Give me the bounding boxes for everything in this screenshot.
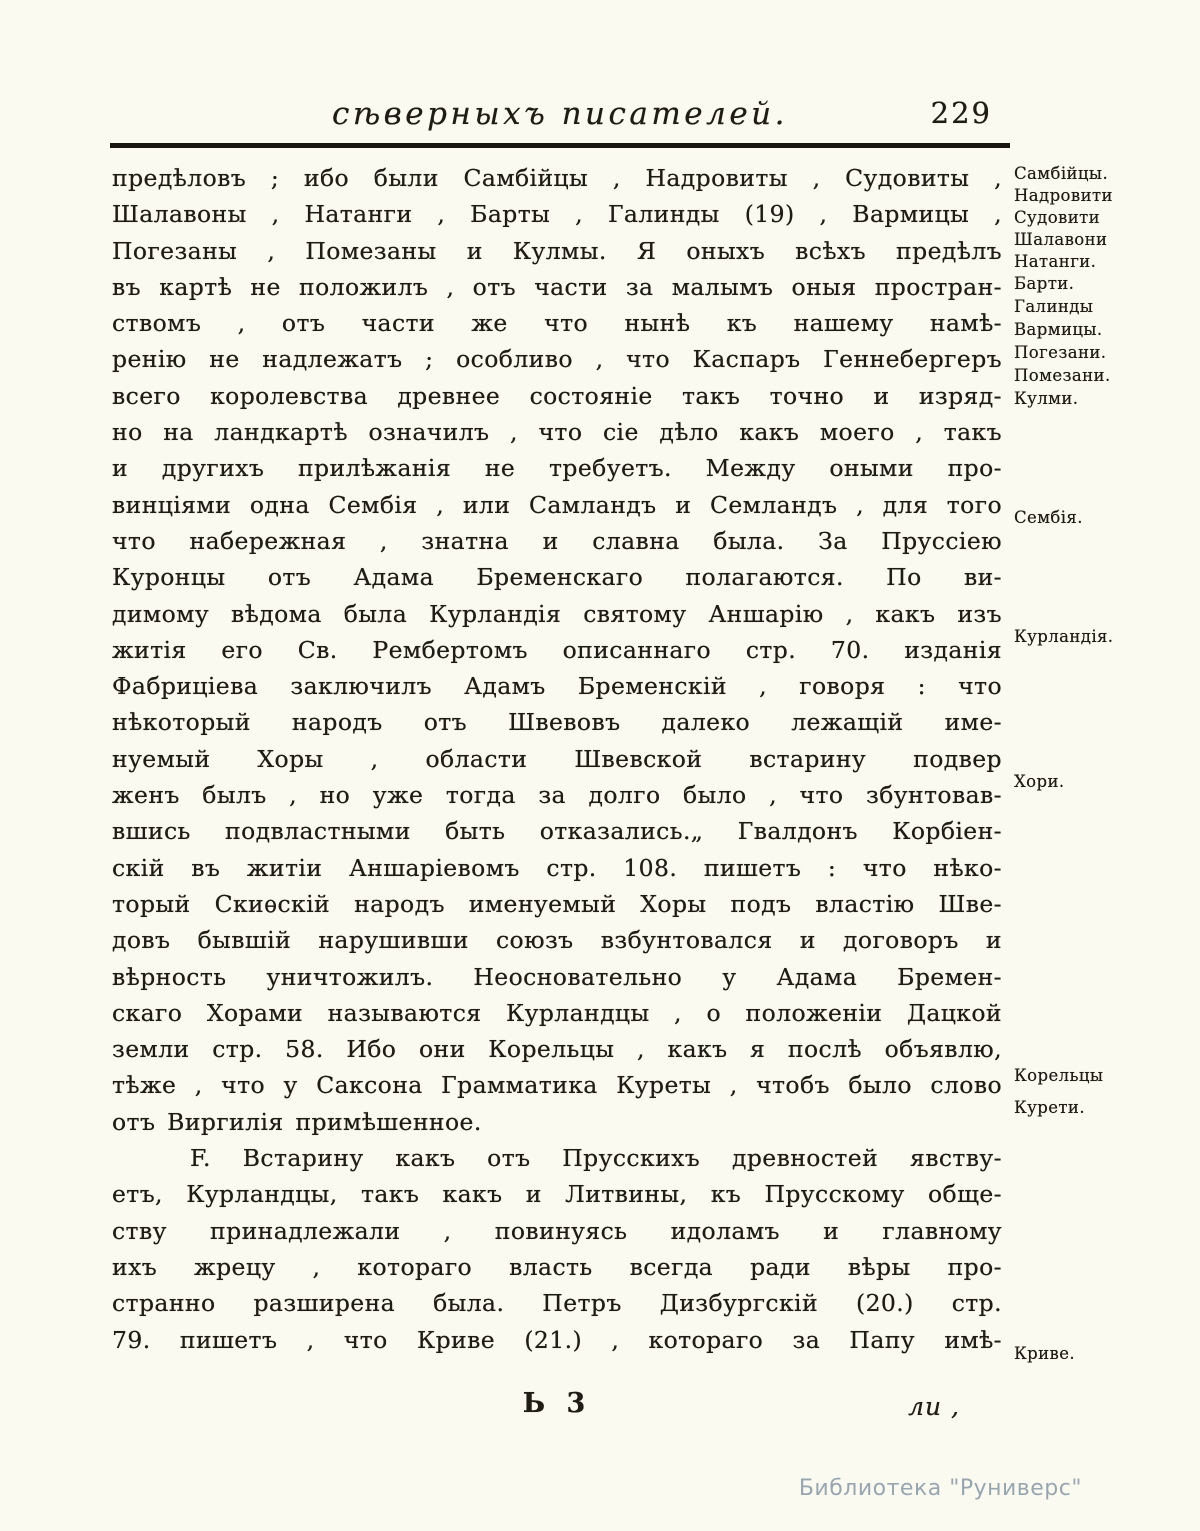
margin-note: Сембія. xyxy=(1014,508,1083,527)
margin-note: Надровити xyxy=(1014,186,1113,205)
text-line: тѣже , что у Саксона Грамматика Куреты , чтобъ было слово xyxy=(112,1071,1002,1100)
text-line: винціями одна Сембія , или Самландъ и Семландъ , для того xyxy=(112,490,1002,519)
text-line: вѣрность уничтожилъ. Неосновательно у Адама Бремен- xyxy=(112,962,1002,991)
margin-note: Кулми. xyxy=(1014,389,1079,408)
text-line: димому вѣдома была Курландія святому Аншарію , какъ изъ xyxy=(112,599,1002,628)
text-line: что набережная , знатна и славна была. За Пруссіею xyxy=(112,526,1002,555)
margin-note: Вармицы. xyxy=(1014,320,1103,339)
text-line: всего королевства древнее состояніе такъ точно и изряд- xyxy=(112,381,1002,410)
margin-note: Судовити xyxy=(1014,208,1101,227)
text-line: вшись подвластными быть отказались.„ Гвалдонъ Корбіен- xyxy=(112,817,1002,846)
text-line: довъ бывшій нарушивши союзъ взбунтовался и договоръ и xyxy=(112,926,1002,955)
catchword: ли , xyxy=(908,1392,960,1421)
text-line: Шалавоны , Натанги , Барты , Галинды (19) , Вармицы , xyxy=(112,200,1002,229)
text-line: етъ, Курландцы, такъ какъ и Литвины, къ Прусскому обще- xyxy=(112,1180,1002,1209)
text-line: F. Встарину какъ отъ Прусскихъ древностей явству- xyxy=(190,1144,1002,1173)
page-number: 229 xyxy=(930,96,992,130)
margin-note: Помезани. xyxy=(1014,366,1111,385)
margin-note: Погезани. xyxy=(1014,343,1107,362)
text-line: и другихъ прилѣжанія не требуетъ. Между оными про- xyxy=(112,454,1002,483)
text-line: нѣкоторый народъ отъ Швевовъ далеко лежащій име- xyxy=(112,708,1002,737)
margin-note: Хори. xyxy=(1014,772,1065,791)
text-line: Погезаны , Помезаны и Кулмы. Я оныхъ всѣхъ предѣлъ xyxy=(112,236,1002,265)
margin-note: Галинды xyxy=(1014,297,1094,316)
text-line: Фабриціева заключилъ Адамъ Бременскій , говоря : что xyxy=(112,672,1002,701)
text-line: странно разширена была. Петръ Дизбургскій (20.) стр. xyxy=(112,1289,1002,1318)
text-line: ихъ жрецу , котораго власть всегда ради вѣры про- xyxy=(112,1252,1002,1281)
margin-note: Курети. xyxy=(1014,1098,1085,1117)
margin-note: Натанги. xyxy=(1014,252,1097,271)
margin-note: Курландія. xyxy=(1014,627,1114,646)
text-line: отъ Виргилія примѣшенное. xyxy=(112,1107,482,1136)
text-line: ству принадлежали , повинуясь идоламъ и главному xyxy=(112,1216,1002,1245)
text-line: но на ландкартѣ означилъ , что сіе дѣло какъ моего , такъ xyxy=(112,418,1002,447)
margin-note: Барти. xyxy=(1014,274,1075,293)
text-line: ренію не надлежатъ ; особливо , что Каспаръ Геннебергеръ xyxy=(112,345,1002,374)
header-rule xyxy=(110,143,1010,148)
text-line: ствомъ , отъ части же что нынѣ къ нашему намѣ- xyxy=(112,309,1002,338)
text-line: Куронцы отъ Адама Бременскаго полагаются. По ви- xyxy=(112,563,1002,592)
text-line: житія его Св. Рембертомъ описаннаго стр. 70. изданія xyxy=(112,635,1002,664)
library-watermark: Библиотека "Руниверс" xyxy=(798,1476,1082,1501)
margin-note: Корельцы xyxy=(1014,1066,1104,1085)
text-line: нуемый Хоры , области Швевской встарину подвер xyxy=(112,744,1002,773)
margin-note: Криве. xyxy=(1014,1344,1076,1363)
text-line: торый Скиѳскій народъ именуемый Хоры подъ властію Шве- xyxy=(112,889,1002,918)
body-text xyxy=(112,160,1002,1358)
signature-mark: Ь 3 xyxy=(522,1388,592,1419)
text-line: скій въ житіи Аншаріевомъ стр. 108. пишетъ : что нѣко- xyxy=(112,853,1002,882)
text-line: 79. пишетъ , что Криве (21.) , котораго за Папу имѣ- xyxy=(112,1325,1002,1354)
text-line: земли стр. 58. Ибо они Корельцы , какъ я послѣ объявлю, xyxy=(112,1035,1002,1064)
page-header xyxy=(112,96,1008,132)
text-line: предѣловъ ; ибо были Самбійцы , Надровиты , Судовиты , xyxy=(112,164,1002,192)
running-title: сѣверныхъ писателей. xyxy=(331,96,789,132)
text-line: скаго Хорами называются Курландцы , о положеніи Дацкой xyxy=(112,998,1002,1027)
margin-note: Самбійцы. xyxy=(1014,164,1109,183)
text-line: женъ былъ , но уже тогда за долго было , что збунтовав- xyxy=(112,781,1002,810)
margin-note: Шалавони xyxy=(1014,230,1108,249)
text-line: въ картѣ не положилъ , отъ части за малымъ оныя простран- xyxy=(112,272,1002,301)
